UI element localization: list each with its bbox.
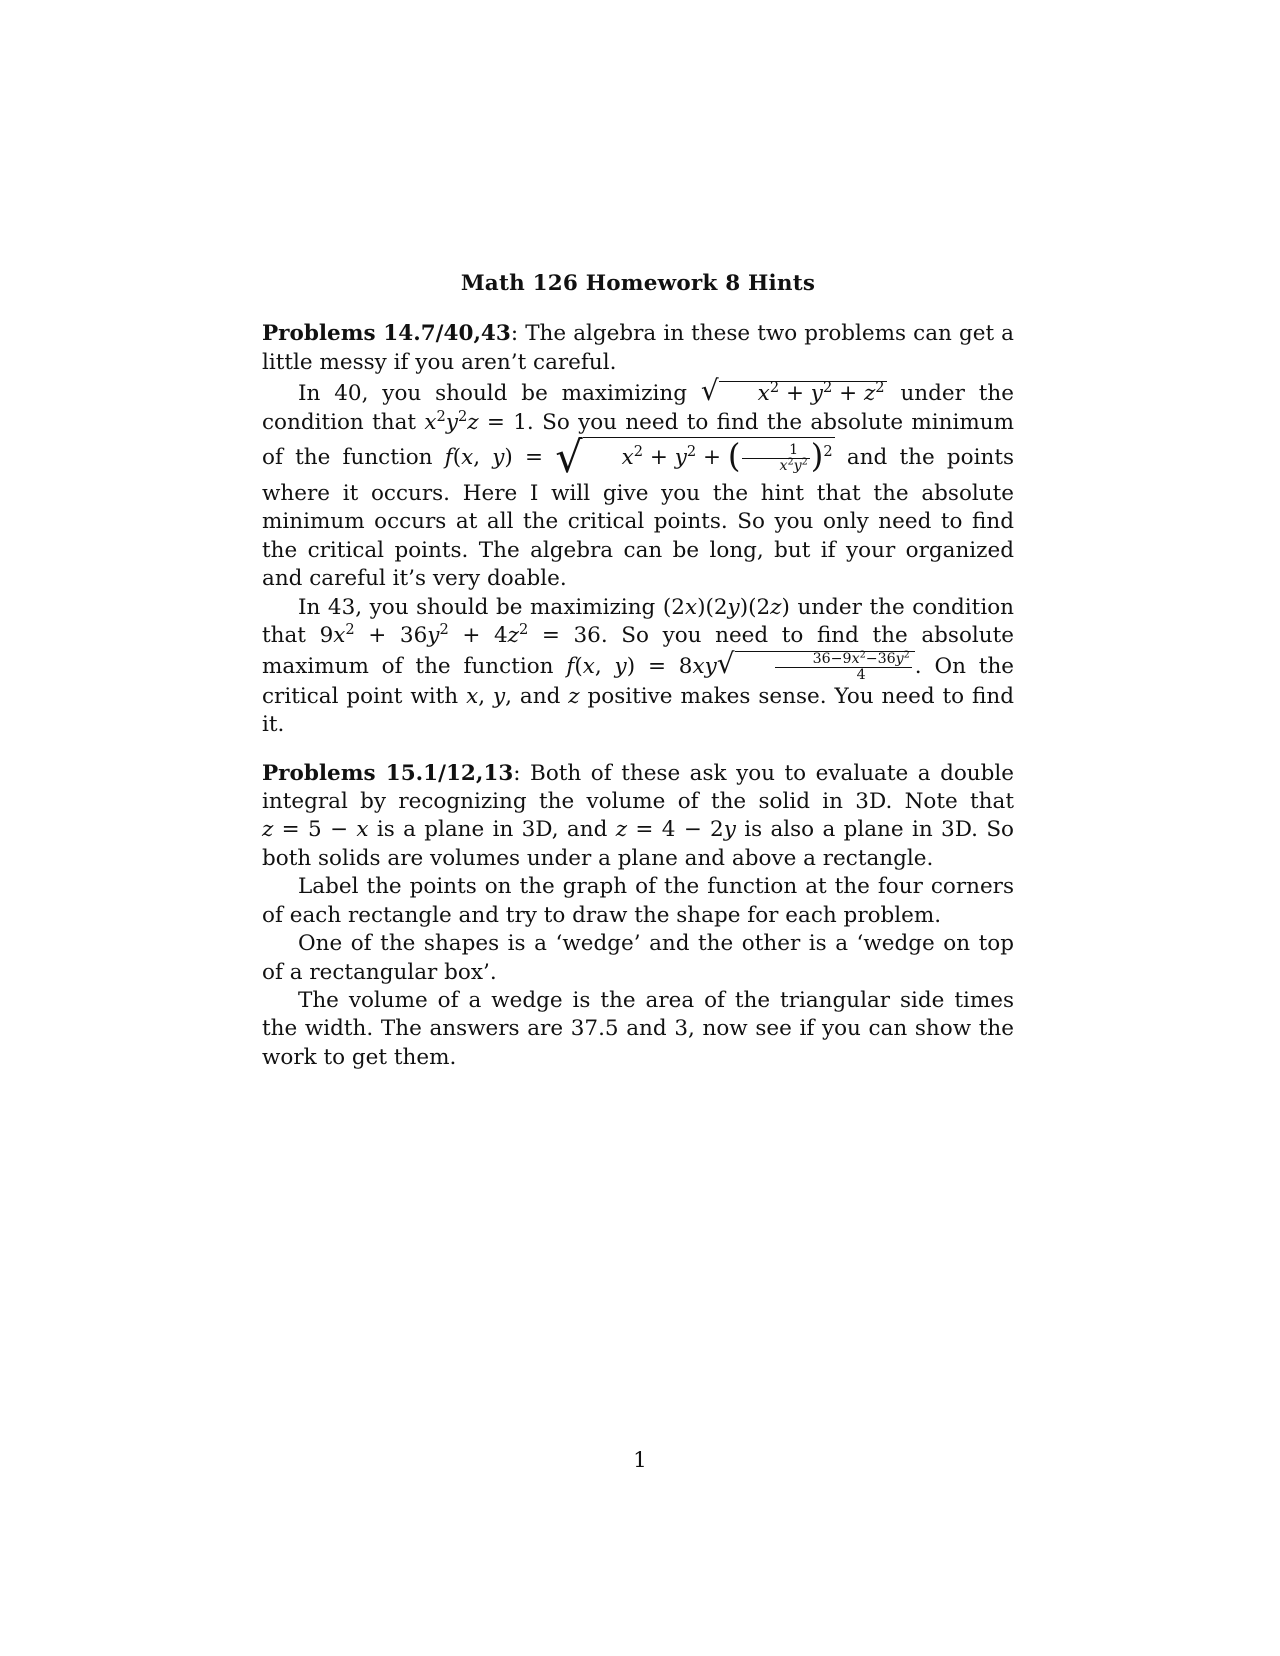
paragraph-wedge-volume: The volume of a wedge is the area of the triangular side times the width. The answers are 37.5 and 3, now see if you can show the work to get them.	[262, 987, 1014, 1070]
text: and the points where it occurs. Here I will give you the hint that the absolute minimum occurs at all the critical points. So you only need to find the critical points. The algebra can be long, but if your organized and careful it’s very doable.	[262, 445, 1015, 592]
section-problems-15-1	[262, 760, 1014, 1072]
text: ) under the condition that	[262, 594, 1014, 649]
math-function-40: f(x, y) = √ $x^2 + y^2$ + ( $\frac{1}{x^2y^2}$ )$^2$	[444, 433, 833, 484]
section-heading: Problems 15.1/12,13	[262, 760, 514, 786]
math-constraint-40: $x^2y^2z = 1$.	[424, 407, 534, 435]
math-plane-1: z = 5 − x	[262, 817, 369, 843]
text: )(2	[739, 594, 771, 620]
document-page	[262, 270, 1014, 1092]
paragraph-15-1-intro	[262, 760, 1014, 874]
text: ,	[478, 683, 493, 709]
paragraph-label-points: Label the points on the graph of the function at the four corners of each rectangle and try to draw the shape for each problem.	[262, 874, 1014, 928]
math-constraint-43: $9x^2 + 36y^2 + 4z^2 = 36$.	[319, 621, 608, 649]
math-plane-2: z = 4 − 2y	[615, 817, 736, 843]
paragraph-shapes: One of the shapes is a ‘wedge’ and the other is a ‘wedge on top of a rectangular box’.	[262, 931, 1014, 985]
text: , and	[505, 683, 569, 709]
text: is a plane in 3D, and	[368, 817, 616, 843]
text: . On the critical point with	[262, 654, 1015, 709]
text: under the condition that	[262, 381, 1014, 435]
paragraph-problem-40	[262, 374, 1015, 593]
text: So you need to find the absolute minimum of the function	[262, 409, 1014, 471]
text: )(2	[697, 594, 728, 620]
math-sqrt-sum-squares: √ $x^2 + y^2 + z^2$	[700, 374, 885, 408]
page-number: 1	[633, 1448, 647, 1473]
paragraph-problem-43: In 43, you should be maximizing (2x)(2y)(2z) under the condition that $9x^2 + 36y^2 + 4z^2 = 36$. So you need to find the absolute maximum of the function f(x, y) = 8xy√ $\frac{36-9x^2-36y^2}{4}$ . On the critical point with x, y, and z positive makes sense. You need to find it.	[262, 594, 1015, 738]
section-problems-14-7	[262, 320, 1014, 739]
text: In 40, you should be maximizing	[298, 381, 701, 407]
intro-text: : The algebra in these two problems can get a little messy if you aren’t careful.	[262, 321, 1014, 375]
paragraph-intro	[262, 320, 1014, 377]
math-function-43: f(x, y) = 8xy√ $\frac{36-9x^2-36y^2}{4}$	[566, 654, 914, 679]
text: positive makes sense. You need to find it.	[262, 683, 1014, 738]
document-title: Math 126 Homework 8 Hints	[460, 271, 816, 296]
text: : Both of these ask you to evaluate a double integral by recognizing the volume of the solid in 3D. Note that	[262, 760, 1014, 815]
text: In 43, you should be maximizing (2	[298, 594, 685, 620]
section-heading: Problems 14.7/40,43	[262, 321, 511, 347]
text: is also a plane in 3D. So both solids are volumes under a plane and above a rectangle.	[262, 817, 1014, 871]
text: So you need to find the absolute maximum of the function	[262, 623, 1014, 680]
